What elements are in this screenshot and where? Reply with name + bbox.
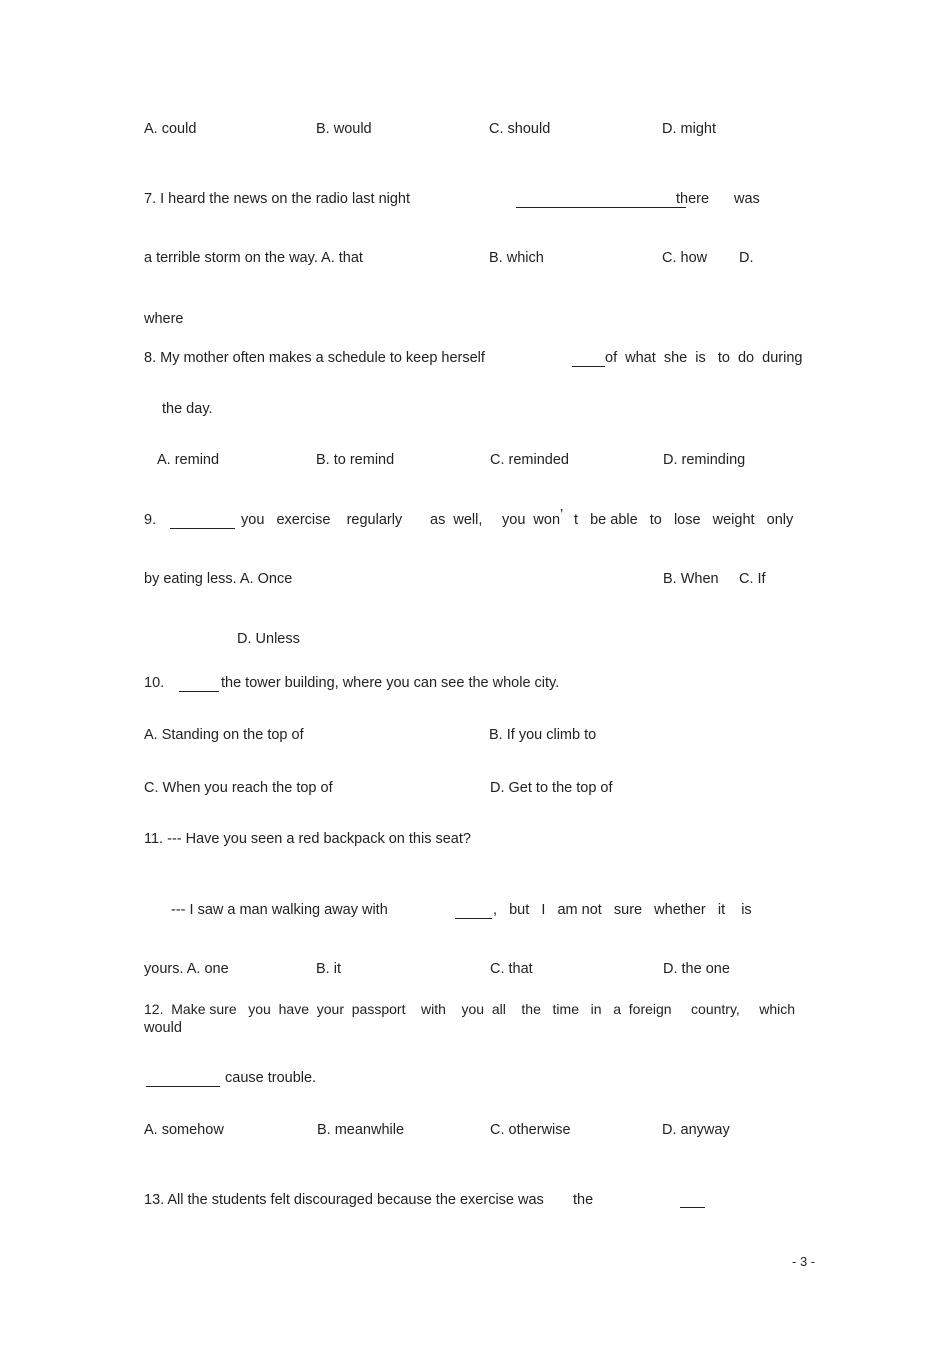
- q13-the: the: [573, 1192, 594, 1208]
- q7-option-b: B. which: [489, 250, 544, 266]
- q7-there: there: [676, 191, 710, 207]
- q11-option-d: D. the one: [663, 961, 730, 977]
- q7-option-d-letter: D.: [739, 250, 754, 266]
- q7-continuation: a terrible storm on the way. A. that: [144, 250, 363, 266]
- q6-option-b: B. would: [316, 121, 372, 137]
- q9-option-d: D. Unless: [237, 631, 300, 647]
- q10-stem: the tower building, where you can see the whole city.: [221, 675, 560, 691]
- q12-stem-line2: would: [144, 1020, 182, 1036]
- q12-option-b: B. meanwhile: [317, 1122, 405, 1138]
- q9-number: 9.: [144, 512, 157, 528]
- page-number: - 3 -: [792, 1254, 816, 1269]
- q11-tail: , but I am not sure whether it is: [493, 902, 752, 918]
- q12-option-c: C. otherwise: [490, 1122, 571, 1138]
- q9-option-b: B. When: [663, 571, 719, 587]
- q9-stem-part2: as well,: [430, 512, 483, 528]
- q8-tail: of what she is to do during: [605, 350, 803, 366]
- q11-continuation: yours. A. one: [144, 961, 229, 977]
- q9-apostrophe: ’: [560, 507, 564, 523]
- q11-blank: [455, 905, 492, 919]
- q7-stem: 7. I heard the news on the radio last night: [144, 191, 411, 207]
- q9-stem-part3: you won: [502, 512, 561, 528]
- q9-continuation: by eating less. A. Once: [144, 571, 293, 587]
- q10-number: 10.: [144, 675, 165, 691]
- q10-option-c: C. When you reach the top of: [144, 780, 333, 796]
- q12-option-d: D. anyway: [662, 1122, 730, 1138]
- q7-option-c: C. how: [662, 250, 708, 266]
- q10-blank: [179, 678, 219, 692]
- q11-option-c: C. that: [490, 961, 533, 977]
- q8-stem: 8. My mother often makes a schedule to keep herself: [144, 350, 485, 366]
- q8-option-a: A. remind: [157, 452, 220, 468]
- q9-stem-part1: you exercise regularly: [241, 512, 403, 528]
- q10-option-a: A. Standing on the top of: [144, 727, 304, 743]
- q7-blank: [516, 194, 686, 208]
- q10-option-d: D. Get to the top of: [490, 780, 613, 796]
- q12-stem: 12. Make sure you have your passport with you all the time in a foreign country, which: [144, 1001, 796, 1017]
- q11-answer: --- I saw a man walking away with: [171, 902, 388, 918]
- q7-option-d-word: where: [144, 311, 184, 327]
- q8-option-d: D. reminding: [663, 452, 746, 468]
- q8-option-c: C. reminded: [490, 452, 569, 468]
- q9-blank: [170, 515, 235, 529]
- q9-stem-part4: t be able to lose weight only: [574, 512, 794, 528]
- q10-option-b: B. If you climb to: [489, 727, 597, 743]
- q9-option-c: C. If: [739, 571, 766, 587]
- q13-blank: [680, 1194, 705, 1208]
- q12-option-a: A. somehow: [144, 1122, 224, 1138]
- q8-option-b: B. to remind: [316, 452, 395, 468]
- q12-blank: [146, 1073, 220, 1087]
- q8-continuation: the day.: [162, 401, 213, 417]
- q7-was: was: [734, 191, 760, 207]
- q11-option-b: B. it: [316, 961, 341, 977]
- q13-stem: 13. All the students felt discouraged because the exercise was: [144, 1192, 544, 1208]
- q11-question: 11. --- Have you seen a red backpack on this seat?: [144, 831, 471, 847]
- q8-blank: [572, 353, 605, 367]
- q6-option-c: C. should: [489, 121, 551, 137]
- q12-continuation: cause trouble.: [225, 1070, 317, 1086]
- q6-option-a: A. could: [144, 121, 197, 137]
- q6-option-d: D. might: [662, 121, 716, 137]
